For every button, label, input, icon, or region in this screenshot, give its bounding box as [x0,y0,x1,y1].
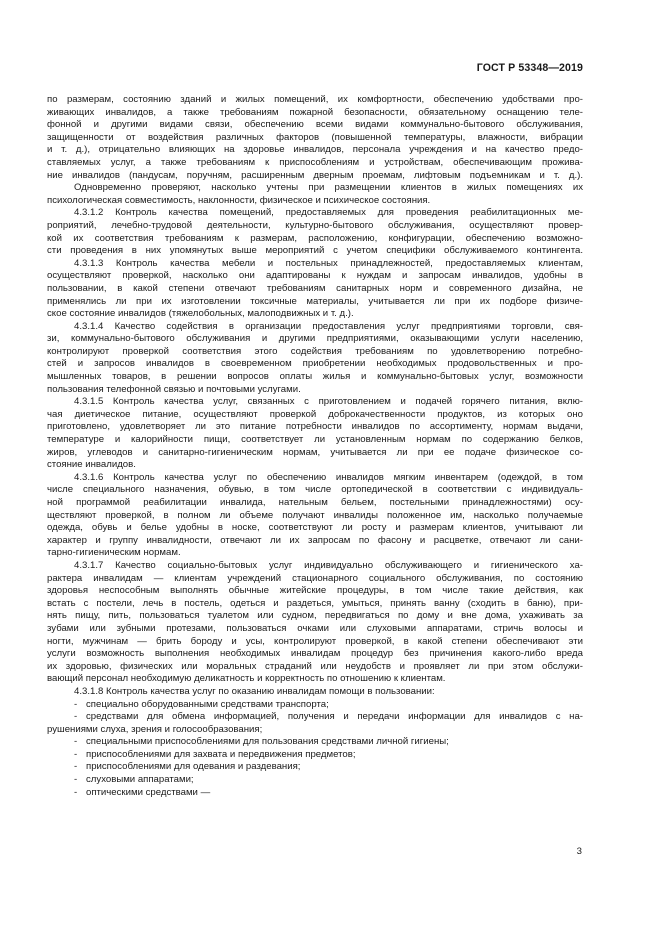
bullet-item [47,749,583,762]
text-line: числе специального назначения, обувью, в том числе ортопедической в соответствии с индивидуаль- [47,484,583,496]
text-line: здоровья неспособным выполнять обычные житейские процедуры, в том числе такие действия, как [47,585,583,597]
text-line: 4.3.1.2 Контроль качества помещений, предоставляемых для проведения реабилитационных ме- [74,207,583,219]
text-line: приготовлено, удовлетворяет ли это питание потребности инвалидов по ассортименту, нормам выдачи, [47,421,583,433]
text-line: ществляют проверкой, в полном ли объеме получают инвалиды положенное им, насколько получаемые [47,509,583,521]
text-line: зубами или зубными протезами, пользоваться очками или слуховыми аппаратами, стричь волосы и [47,622,583,634]
document-body [47,94,583,799]
text-line: психологическая совместимость, наклонности, физическое и психическое состояния. [47,194,431,206]
text-line: 4.3.1.5 Контроль качества услуг, связанных с приготовлением и подачей горячего питания, вклю- [74,396,583,408]
bullet-item [47,699,583,712]
text-line: применялись ли при их изготовлении токсичные материалы, учитывается ли при их подборе физиче- [47,295,583,307]
text-line: вающий персонал необходимую деликатность и корректность по отношению к клиентам. [47,673,446,685]
bullet-item [47,774,583,787]
text-line: чая диетическое питание, осуществляют проверкой доброкачественности продуктов, из которых оно [47,408,583,420]
text-line: сти проведения в них упомянутых выше мероприятий с учетом специфики обслуживаемого контингента. [47,245,583,257]
text-line: мышленных товаров, в решении вопросов оплаты жилья и коммунально-бытовых услуг, возможности [47,371,583,383]
text-line: фонной и другими видами связи, обеспечению всеми видами коммунально-бытового обслуживания, [47,119,583,131]
bullet-text: слуховыми аппаратами; [86,774,194,786]
bullet-dash: - [74,748,78,760]
text-line: встать с постели, лечь в постель, одеться и раздеться, умыться, принять ванну (сходить в баню), при- [47,597,583,609]
bullet-dash: - [74,786,78,798]
standard-designation: ГОСТ Р 53348—2019 [476,62,583,74]
bullet-dash: - [74,736,78,748]
bullet-dash: - [74,774,78,786]
bullet-dash: - [74,698,78,710]
text-line: осуществляют проверкой, насколько они адаптированы к нуждам и запросам инвалидов, удобны в [47,270,583,282]
text-line: одежда, обувь и белье удобны в носке, соответствуют ли росту и размерам клиентов, учитывают ли [47,522,583,534]
text-line: температуре и калорийности пищи, соответствует ли установленным нормам по содержанию белков, [47,434,583,446]
text-line: контролируют проверкой соответствия этого содействия требованиям по удовлетворению потребно- [47,345,583,357]
text-line: ставляемых услуг, а также требованиям к приспособлениям и устройствам, обеспечивающим прожива- [47,156,583,168]
text-line: зи, коммунально-бытового обслуживания и другими предприятиями, оказывающими услуги населению, [47,333,583,345]
text-line: 4.3.1.3 Контроль качества мебели и постельных принадлежностей, предоставляемых клиентам, [74,257,583,269]
text-line: 4.3.1.4 Качество содействия в организации предоставления услуг предприятиями торговли, свя- [74,320,583,332]
page-number: 3 [576,846,582,857]
text-line: роприятий, лечебно-трудовой деятельности, культурно-бытового обслуживания, осуществляют провер- [47,219,583,231]
text-line: защищенности от воздействия различных факторов (повышенной температуры, влажности, вибрации [47,131,583,143]
text-line: жиров, углеводов и санитарно-гигиеническим нормам, учитывается ли при ее подаче физическое со- [47,446,583,458]
text-line: ной программой реабилитации инвалида, нательным бельем, постельными принадлежностями) осу- [47,497,583,508]
text-line: характер и группу инвалидности, отвечают ли их запросам по фасону и расцветке, отвечают ли сани- [47,534,583,546]
text-line: ногти, мужчинам — брить бороду и усы, контролируют проверкой, в какой степени обеспечивают эти [47,635,583,647]
text-line: стей и запросов инвалидов в своевременном приобретении необходимых продовольственных и про- [47,358,583,370]
paragraph-lines [47,94,583,699]
bullet-list [47,736,583,799]
bullet-text: специальными приспособлениями для пользования средствами личной гигиены; [86,736,449,748]
text-line: тарно-гигиеническим нормам. [47,547,181,559]
bullet-dash: - [74,761,78,773]
text-line: Одновременно проверяют, насколько учтены при размещении клиентов в жилых помещениях их [74,182,583,194]
text-line: пользования телефонной связью и почтовыми услугами. [47,383,301,395]
text-line: стояние инвалидов. [47,459,136,471]
text-line: пользовании, в какой степени отвечают требованиям санитарных норм и современного дизайна, не [47,282,583,294]
bullet-dash: - [74,711,78,723]
bullet-text: оптическими средствами — [86,786,211,798]
bullet-item [47,711,583,724]
bullet-item [47,787,583,800]
text-line: кой их соответствия требованиям к размерам, расположению, конфигурации, обеспечению возможно- [47,232,583,244]
text-line: ние инвалидов (пандусам, поручням, расширенным дверным проемам, лифтовым подъемникам и т. д.). [47,169,583,181]
text-line: 4.3.1.6 Контроль качества услуг по обеспечению инвалидов мягким инвентарем (одеждой, в том [74,471,583,483]
bullet-text: приспособлениями для захвата и передвижения предметов; [86,748,356,760]
bullet-item [47,736,583,749]
bullet-text: приспособлениями для одевания и раздевания; [86,761,301,773]
text-line: и т. д.), отрицательно влияющих на здоровье инвалидов, персонала учреждения и на качество предо- [47,144,583,156]
text-line: рактера инвалидам — клиентам учреждений стационарного социального обслуживания, по состоянию [47,572,583,584]
bullet-text: специально оборудованными средствами транспорта; [86,698,329,710]
text-line: 4.3.1.8 Контроль качества услуг по оказанию инвалидам помощи в пользовании: [74,685,435,697]
bullet-item [47,761,583,774]
text-line: их здоровью, физических или моральных страданий или неудобств и проявляет ли при этом обслужи- [47,660,583,672]
bullet-continuation: рушениями слуха, зрения и голосообразования; [47,723,263,735]
text-line: ское состояние инвалидов (тяжелобольных, малоподвижных и т. д.). [47,308,354,320]
text-line: по размерам, состоянию зданий и жилых помещений, их комфортности, обеспечению удобствами про- [47,94,583,105]
text-line: услуги возможность выполнения необходимых инвалидам процедур без причинения какого-либо вреда [47,648,583,660]
document-header [477,62,583,74]
bullet-text: средствами для обмена информацией, получения и передачи информации для инвалидов с на- [86,711,583,723]
text-line: живающих инвалидов, а также требованиям пожарной безопасности, обязательному оснащению теле- [47,106,583,118]
text-line: нять пищу, пить, пользоваться туалетом или судном, передвигаться по дому и вне дома, ухаживать за [47,610,583,622]
text-line: 4.3.1.7 Качество социально-бытовых услуг индивидуально обслуживающего и гигиенического ха- [74,559,583,571]
